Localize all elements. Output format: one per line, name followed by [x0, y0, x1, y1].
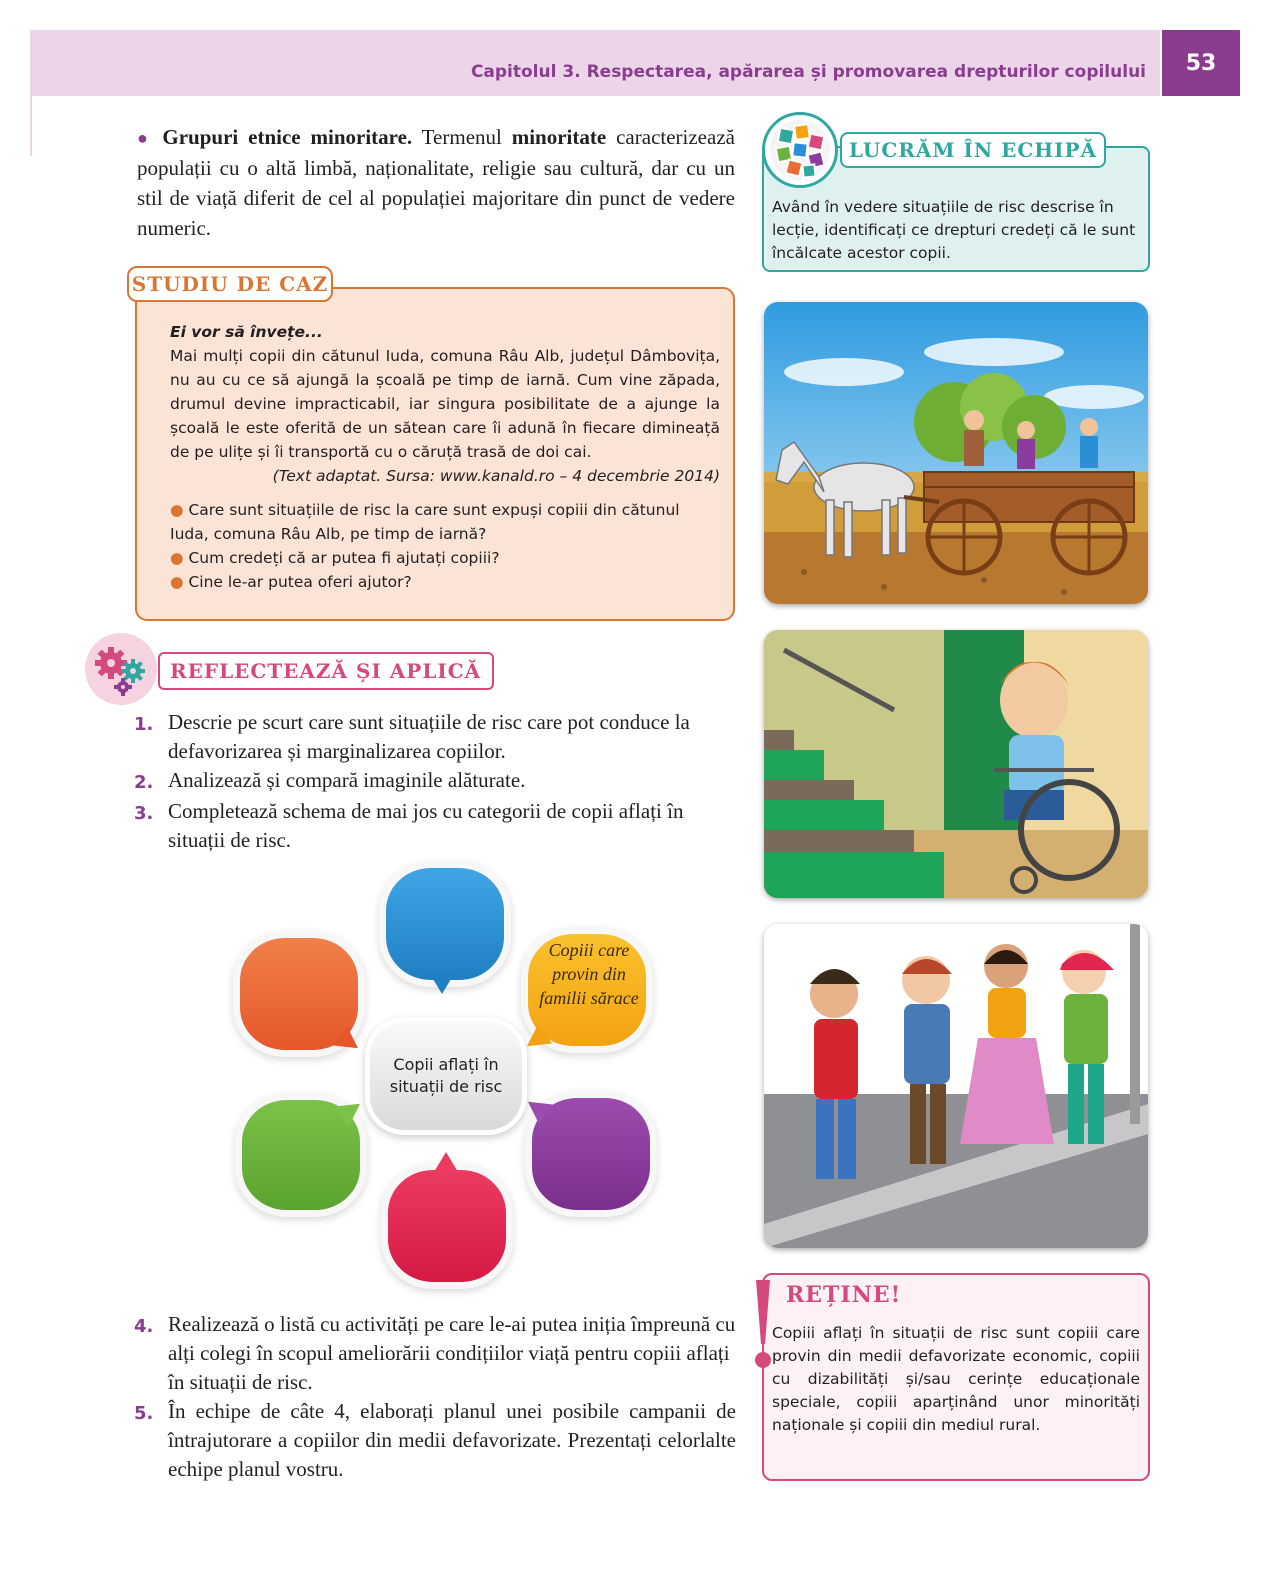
exclamation-icon	[752, 1280, 774, 1376]
page-header-band	[30, 30, 1160, 96]
intro-paragraph	[137, 122, 735, 243]
margin-line	[30, 96, 32, 156]
page-number: 53	[1162, 30, 1240, 96]
task-item: 2. Analizează și compară imaginile alăturate.	[134, 768, 526, 793]
gears-icon	[85, 633, 157, 705]
team-puzzle-icon	[762, 112, 838, 188]
case-study-content	[170, 320, 720, 594]
task-list-continued	[134, 1310, 736, 1484]
intro-term: minoritate	[511, 125, 607, 149]
bubble-pointer	[430, 974, 454, 994]
bubble-pointer	[434, 1152, 458, 1172]
remember-text: Copiii aflați în situații de risc sunt copiii care provin din medii defavorizate economic, copiii cu dizabilități și/sau cerințe educaționale speciale, copiii aparținând unor minorități naționale și copiii din mediul rural.	[772, 1324, 1140, 1434]
task-item: 4. Realizează o listă cu activități pe care le-ai putea iniția împreună cu alți colegi în scopul ameliorării condițiilor viață pentru copiii aflați în situații de risc.	[134, 1312, 736, 1394]
bullet-icon: ●	[170, 573, 189, 591]
scheme-center-bubble: Copii aflați în situații de risc	[370, 1022, 522, 1130]
wheelchair-boy-illustration	[764, 630, 1148, 898]
case-question: ● Care sunt situațiile de risc la care sunt expuși copiii din cătunul Iuda, comuna Râu Alb, pe timp de iarnă?	[170, 501, 680, 543]
horse-cart-illustration	[764, 302, 1148, 604]
case-question: ● Cum credeți că ar putea fi ajutați copiii?	[170, 549, 500, 567]
bubble-purple[interactable]	[532, 1098, 650, 1210]
task-item: 5. În echipe de câte 4, elaborați planul unei posibile campanii de întrajutorare a copiilor din medii defavorizate. Prezentați celorlalte echipe planul vostru.	[134, 1399, 736, 1481]
bullet-icon: ●	[137, 128, 153, 148]
task-item: 1. Descrie pe scurt care sunt situațiile de risc care pot conduce la defavorizarea și marginalizarea copiilor.	[134, 710, 690, 763]
intro-text-b: caracterizează populații cu o altă limbă, naționalitate, religie sau cultură, dar cu un stil de viață diferit de cel al populației majoritare din punct de vedere numeric.	[137, 125, 735, 240]
remember-label: REȚINE!	[786, 1282, 902, 1308]
intro-heading: Grupuri etnice minoritare.	[162, 125, 413, 149]
case-study-source: (Text adaptat. Sursa: www.kanald.ro – 4 decembrie 2014)	[272, 467, 720, 485]
team-work-label: LUCRĂM ÎN ECHIPĂ	[840, 132, 1106, 168]
bullet-icon: ●	[170, 501, 189, 519]
bubble-red[interactable]	[388, 1170, 506, 1282]
bullet-icon: ●	[170, 549, 189, 567]
intro-text-a: Termenul	[412, 125, 512, 149]
bubble-blue[interactable]	[386, 868, 504, 980]
task-list	[134, 708, 736, 855]
reflect-label: REFLECTEAZĂ ȘI APLICĂ	[158, 652, 494, 690]
case-question: ● Cine le-ar putea oferi ajutor?	[170, 573, 412, 591]
case-study-label: STUDIU DE CAZ	[127, 266, 333, 302]
bubble-filled-text: Copiii care provin din familii sărace	[539, 940, 639, 1008]
case-study-title: Ei vor să învețe...	[170, 323, 323, 341]
task-item: 3. Completează schema de mai jos cu categorii de copii aflați în situații de risc.	[134, 799, 684, 852]
case-study-text: Mai mulți copii din cătunul Iuda, comuna Râu Alb, județul Dâmbovița, nu au cu ce să ajungă la școală pe timp de iarnă. Cum vine zăpada, drumul devine impracticabil, iar singura posibilitate de a ajunge la școală le este oferită de un sătean care îi adună în fiecare dimineață de pe ulițe și îi transportă cu o căruță trasă de doi cai.	[170, 347, 720, 461]
children-group-illustration	[764, 924, 1148, 1248]
chapter-title: Capitolul 3. Respectarea, apărarea și promovarea drepturilor copilului	[470, 62, 1146, 82]
team-work-text: Având în vedere situațiile de risc descrise în lecție, identificați ce drepturi credeți că le sunt încălcate acestor copii.	[772, 198, 1136, 262]
